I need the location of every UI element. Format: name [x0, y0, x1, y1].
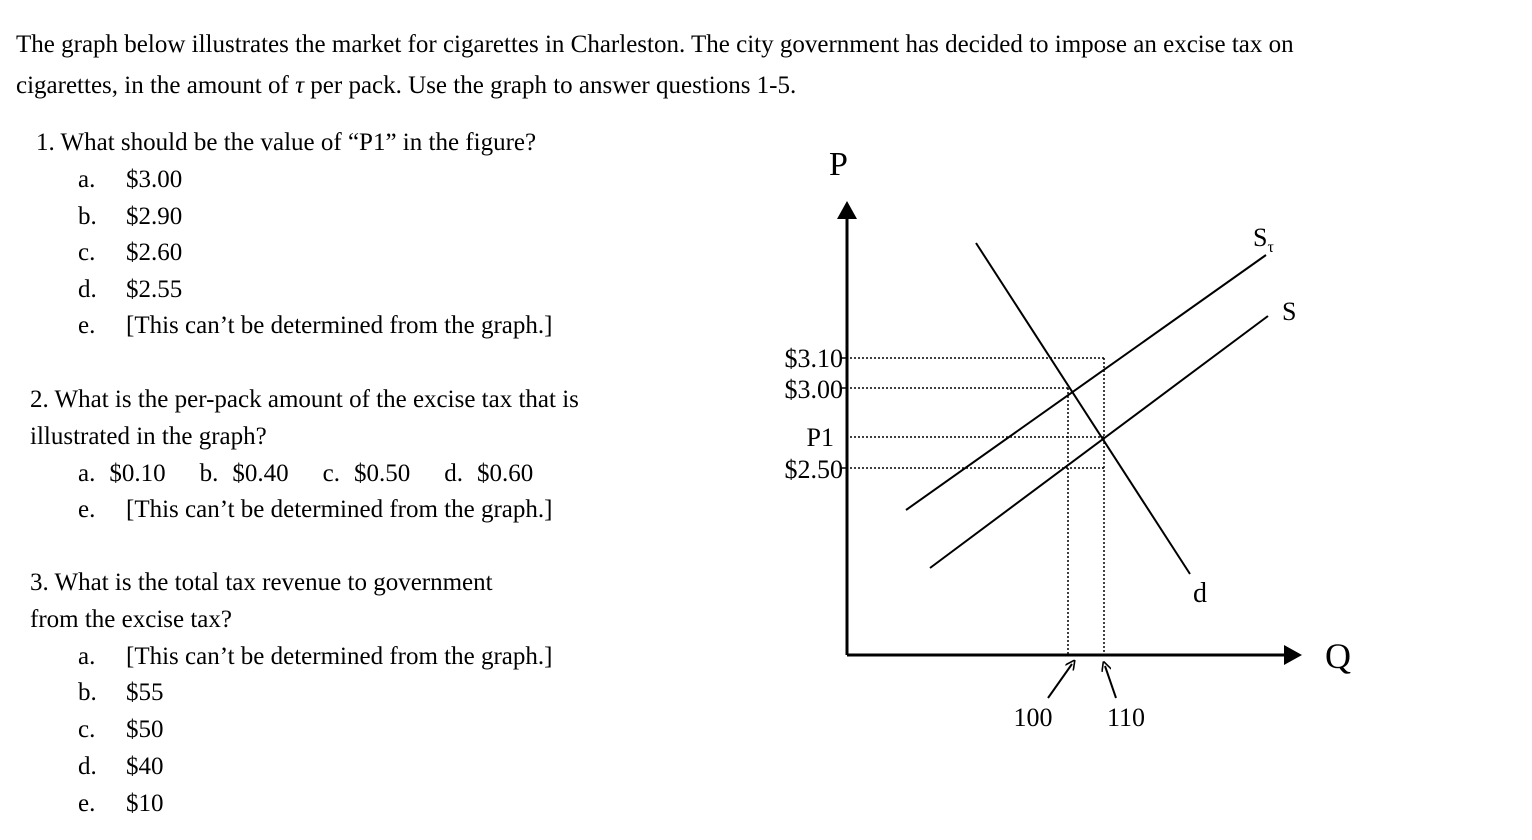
option-text: $3.00 [126, 166, 183, 193]
supply-curve [930, 316, 1268, 568]
option-letter: c. [78, 239, 96, 266]
x-axis-arrowhead [1284, 645, 1302, 665]
option-letter: d. [78, 276, 97, 303]
option-letter: d. [78, 753, 97, 780]
supply-demand-graph [760, 130, 1400, 750]
option-letter: e. [78, 496, 96, 523]
question-3-option-e[interactable] [78, 785, 164, 822]
price-label-p1: P1 [806, 423, 834, 452]
price-label-3-10: $3.10 [784, 344, 843, 373]
option-letter: c. [322, 460, 340, 487]
question-3-line-2: from the excise tax? [30, 606, 232, 633]
question-3-option-b[interactable] [78, 674, 164, 711]
option-text: $0.50 [353, 460, 411, 487]
option-letter: c. [78, 716, 96, 743]
taxed-supply-label: $S_\tau$ [1253, 223, 1274, 256]
question-3-option-a[interactable] [78, 638, 552, 675]
question-2-option-e[interactable] [78, 491, 552, 528]
question-1-option-c[interactable] [78, 234, 182, 271]
option-text: [This can’t be determined from the graph.] [126, 496, 553, 523]
question-2-option-b[interactable] [200, 460, 289, 487]
option-text: $55 [126, 679, 164, 706]
intro-paragraph [16, 24, 1496, 106]
option-letter: b. [78, 203, 97, 230]
option-letter: d. [444, 460, 463, 487]
question-3-line-1: 3. What is the total tax revenue to government [30, 569, 493, 596]
question-2-line-1: 2. What is the per-pack amount of the excise tax that is [30, 386, 579, 413]
question-3-option-d[interactable] [78, 748, 164, 785]
option-letter: a. [78, 166, 96, 193]
question-1-option-b[interactable] [78, 198, 182, 235]
option-text: $2.60 [126, 239, 183, 266]
question-3-option-c[interactable] [78, 711, 164, 748]
question-2-line-2: illustrated in the graph? [30, 423, 267, 450]
option-text: [This can’t be determined from the graph.] [126, 312, 553, 339]
option-letter: a. [78, 643, 96, 670]
quantity-label-100: 100 [1013, 703, 1053, 732]
intro-line-2-end: per pack. Use the graph to answer questions 1-5. [304, 72, 797, 99]
option-text: $0.40 [232, 460, 289, 487]
intro-line-2-start: cigarettes, in the amount of [16, 72, 296, 99]
question-1-option-a[interactable] [78, 161, 182, 198]
supply-label: S [1282, 297, 1297, 326]
price-label-2-50: $2.50 [784, 455, 843, 484]
x-axis-label: Q [1325, 636, 1351, 676]
option-letter: b. [78, 679, 97, 706]
intro-line-1: The graph below illustrates the market for cigarettes in Charleston. The city government has decided to impose an excise tax on [16, 31, 1294, 58]
intro-line-2 [16, 65, 1496, 106]
demand-label: d [1193, 578, 1207, 609]
question-1-option-e[interactable] [78, 307, 552, 344]
quantity-label-110: 110 [1106, 703, 1146, 732]
demand-curve [976, 243, 1190, 574]
option-text: $2.90 [126, 203, 183, 230]
option-text: $10 [126, 790, 164, 817]
pointer-arrow-100 [1048, 664, 1072, 698]
option-letter: b. [199, 460, 219, 487]
option-letter: e. [78, 312, 96, 339]
option-text: [This can’t be determined from the graph.] [126, 643, 553, 670]
question-2-option-a[interactable] [78, 460, 166, 487]
taxed-supply-curve [906, 255, 1266, 510]
y-axis-label: P [829, 146, 848, 183]
pointer-arrow-110 [1105, 666, 1116, 698]
y-axis-arrowhead [837, 201, 857, 219]
question-2-text [30, 381, 579, 455]
question-2-options-row [78, 455, 567, 492]
option-text: $0.10 [109, 460, 166, 487]
question-2-option-c[interactable] [323, 460, 411, 487]
option-text: $50 [126, 716, 164, 743]
option-letter: e. [78, 790, 96, 817]
tau-symbol: τ [295, 72, 305, 99]
option-letter: a. [78, 460, 96, 487]
option-text: $40 [126, 753, 164, 780]
option-text: $2.55 [126, 276, 183, 303]
question-1-option-d[interactable] [78, 271, 182, 308]
question-1-text: 1. What should be the value of “P1” in the figure? [36, 129, 537, 156]
question-3-text [30, 564, 493, 638]
price-label-3-00: $3.00 [784, 375, 843, 404]
question-2-option-d[interactable] [444, 460, 533, 487]
option-text: $0.60 [476, 460, 534, 487]
